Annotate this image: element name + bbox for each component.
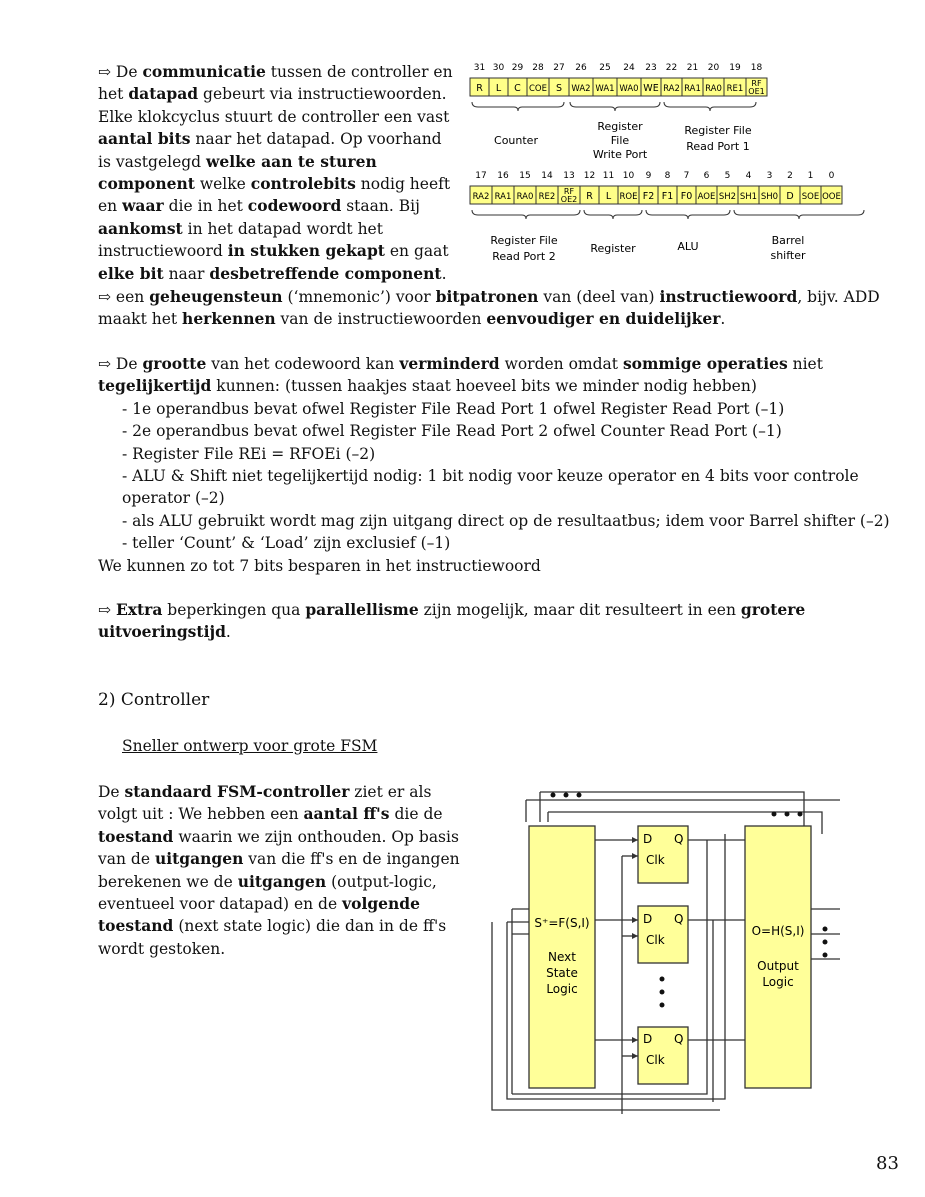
field-label: RF <box>751 79 762 88</box>
bit-number: 5 <box>724 171 731 181</box>
bit-number: 13 <box>563 171 575 181</box>
bit-number: 16 <box>497 171 509 181</box>
field-label: WE <box>643 83 659 94</box>
output-name-line-1: Output <box>757 959 799 973</box>
group-label: Counter <box>494 134 538 147</box>
list-item: - 2e operandbus bevat ofwel Register File Read Port 2 ofwel Counter Read Port (–1) <box>122 422 782 441</box>
bit-number: 28 <box>532 63 544 73</box>
bit-number: 12 <box>583 171 596 181</box>
output-logic-block <box>745 826 811 1088</box>
group-label: Barrel <box>771 234 805 247</box>
field-label: RA2 <box>472 192 490 202</box>
field-label: RE1 <box>726 84 744 94</box>
ff-q-label: Q <box>674 1032 684 1046</box>
field-label: WA2 <box>571 84 591 94</box>
arrow-icon: ⇨ <box>98 63 111 81</box>
field-label: RA0 <box>705 84 722 94</box>
next-state-name-line-1: Next <box>548 950 576 964</box>
bit-number: 19 <box>729 63 741 73</box>
ff-clk-label: Clk <box>646 933 665 947</box>
next-state-name-line-2: State <box>546 966 578 980</box>
group-brace <box>570 102 660 111</box>
bit-number: 21 <box>686 63 699 73</box>
field-label: RA0 <box>516 192 534 202</box>
field-label: F1 <box>661 191 674 202</box>
group-label: Register File <box>490 234 558 247</box>
bit-number: 17 <box>475 171 487 181</box>
bit-number: 26 <box>575 63 587 73</box>
codeword-size-paragraph: ⇨ De grootte van het codewoord kan verminderd worden omdat sommige operaties niet tegelijkertijd kunnen: (tussen haakjes staat hoeveel bits we minder nodig hebben) - 1e operandbus bevat ofwel Register File Read Port 1 ofwel Register Read Port (–1) - 2e operandbus bevat ofwel Register File Read Port 2 ofwel Counter Read Port (–1) - Register File REi = RFOEi (–2) - ALU & Shift niet tegelijkertijd nodig: 1 bit nodig voor keuze operator en 4 bits voor controle operator (–2) - als ALU gebruikt wordt mag zijn uitgang direct op de resultaatbus; idem voor Barrel shifter (–2) - teller ‘Count’ & ‘Load’ zijn exclusief (–1) We kunnen zo tot 7 bits besparen in het instructiewoord <box>98 353 898 577</box>
list-item: - Register File REi = RFOEi (–2) <box>122 444 376 463</box>
group-label: Write Port <box>592 148 648 161</box>
field-label: SH1 <box>739 192 758 202</box>
field-label: S <box>555 83 563 94</box>
bit-number: 0 <box>828 171 835 181</box>
bit-number: 23 <box>645 63 657 73</box>
arrow-icon: ⇨ <box>98 601 111 619</box>
bit-number: 8 <box>664 171 671 181</box>
group-label: Register <box>597 120 643 133</box>
field-label: SOE <box>801 192 820 202</box>
bit-number: 1 <box>807 171 814 181</box>
ff-q-label: Q <box>674 832 684 846</box>
field-label: R <box>586 191 593 202</box>
field-label: RA2 <box>663 84 680 94</box>
bit-number: 2 <box>787 171 793 181</box>
field-label: D <box>786 191 794 202</box>
page-number: 83 <box>876 1153 899 1174</box>
field-label: C <box>514 83 521 94</box>
bit-number: 10 <box>622 171 635 181</box>
arrow-icon: ⇨ <box>98 355 111 373</box>
list-item: - als ALU gebruikt wordt mag zijn uitgang direct op de resultaatbus; idem voor Barrel shifter (–2) <box>122 511 890 530</box>
field-label: COE <box>529 84 547 94</box>
field-label: AOE <box>697 192 716 202</box>
bit-number: 22 <box>665 63 678 73</box>
field-label: SH2 <box>718 192 737 202</box>
list-item: - 1e operandbus bevat ofwel Register File Read Port 1 ofwel Register Read Port (–1) <box>122 399 785 418</box>
group-label: File <box>610 134 630 147</box>
group-label: shifter <box>770 249 806 262</box>
ff-q-label: Q <box>674 912 684 926</box>
output-name-line-2: Logic <box>762 975 794 989</box>
field-label: OE2 <box>560 195 578 204</box>
list-item: - ALU & Shift niet tegelijkertijd nodig: 1 bit nodig voor keuze operator en 4 bits voor controle operator (–2) <box>122 467 859 508</box>
subsection-heading: Sneller ontwerp voor grote FSM <box>122 737 378 755</box>
output-formula: O=H(S,I) <box>751 924 805 938</box>
group-label: Read Port 1 <box>686 140 750 153</box>
field-label: RA1 <box>494 192 512 202</box>
bit-number: 11 <box>602 171 615 181</box>
group-label: ALU <box>677 240 699 253</box>
bit-number: 7 <box>683 171 690 181</box>
field-label: WA0 <box>619 84 639 94</box>
bit-number: 9 <box>645 171 652 181</box>
bit-number: 27 <box>553 63 565 73</box>
group-brace <box>734 210 864 219</box>
parallelism-paragraph: ⇨ Extra beperkingen qua parallellisme zijn mogelijk, maar dit resulteert in een grotere uitvoeringstijd. <box>98 600 806 642</box>
mnemonic-paragraph: ⇨ een geheugensteun (‘mnemonic’) voor bitpatronen van (deel van) instructiewoord, bijv. ADD maakt het herkennen van de instructiewoorden eenvoudiger en duidelijker. <box>98 287 880 329</box>
field-label: RF <box>563 187 575 196</box>
field-label: F0 <box>680 191 693 202</box>
bit-number: 18 <box>750 63 763 73</box>
bit-number: 31 <box>473 63 486 73</box>
group-label: Register File <box>684 124 752 137</box>
instruction-word-diagram <box>466 58 868 266</box>
bit-number: 20 <box>707 63 720 73</box>
group-label: Read Port 2 <box>492 250 556 263</box>
ff-clk-label: Clk <box>646 1053 665 1067</box>
ff-clk-label: Clk <box>646 853 665 867</box>
group-brace <box>472 102 564 111</box>
bit-number: 15 <box>519 171 531 181</box>
bit-number: 14 <box>541 171 553 181</box>
intro-paragraph: ⇨ De communicatie tussen de controller en het datapad gebeurt via instructiewoorden. Elke klokcyclus stuurt de controller een vast aantal bits naar het datapad. Op voorhand is vastgelegd welke aan te sturen component welke controlebits nodig heeft en waar die in het codewoord staan. Bij aankomst in het datapad wordt het instructiewoord in stukken gekapt en gaat elke bit naar desbetreffende component. <box>98 62 453 283</box>
group-label: Register <box>590 242 636 255</box>
group-brace <box>472 210 580 219</box>
ff-d-label: D <box>643 1032 653 1046</box>
field-label: ROE <box>619 192 638 202</box>
arrow-icon: ⇨ <box>98 288 111 306</box>
section-heading: 2) Controller <box>98 690 210 710</box>
bit-number: 29 <box>511 63 524 73</box>
field-label: RA1 <box>684 84 701 94</box>
summary-line: We kunnen zo tot 7 bits besparen in het instructiewoord <box>98 556 541 575</box>
bit-number: 6 <box>703 171 710 181</box>
list-item: - teller ‘Count’ & ‘Load’ zijn exclusief (–1) <box>122 534 451 553</box>
group-brace <box>584 210 642 219</box>
field-label: WA1 <box>595 84 615 94</box>
next-state-formula: S⁺=F(S,I) <box>534 916 590 930</box>
bit-number: 30 <box>492 63 505 73</box>
field-label: L <box>605 191 612 202</box>
group-brace <box>646 210 730 219</box>
field-label: SH0 <box>760 192 779 202</box>
field-label: OE1 <box>748 87 765 96</box>
instruction-word-top-row <box>470 63 767 161</box>
next-state-name-line-3: Logic <box>546 982 578 996</box>
bit-number: 24 <box>623 63 635 73</box>
fsm-diagram <box>482 784 842 1114</box>
field-label: F2 <box>642 191 655 202</box>
ff-d-label: D <box>643 832 653 846</box>
instruction-word-bottom-row <box>470 171 864 263</box>
bit-number: 3 <box>766 171 773 181</box>
field-label: R <box>476 83 483 94</box>
bit-number: 25 <box>599 63 611 73</box>
field-label: RE2 <box>538 192 556 202</box>
bit-number: 4 <box>745 171 752 181</box>
field-label: OOE <box>822 192 841 202</box>
ff-d-label: D <box>643 912 653 926</box>
fsm-paragraph: De standaard FSM-controller ziet er als volgt uit : We hebben een aantal ff's die de toestand waarin we zijn onthouden. Op basis van de uitgangen van die ff's en de ingangen berekenen we de uitgangen (output-logic, eventueel voor datapad) en de volgende toestand (next state logic) die dan in de ff's wordt gestoken. <box>98 782 460 958</box>
group-brace <box>664 102 756 111</box>
field-label: L <box>495 83 502 94</box>
